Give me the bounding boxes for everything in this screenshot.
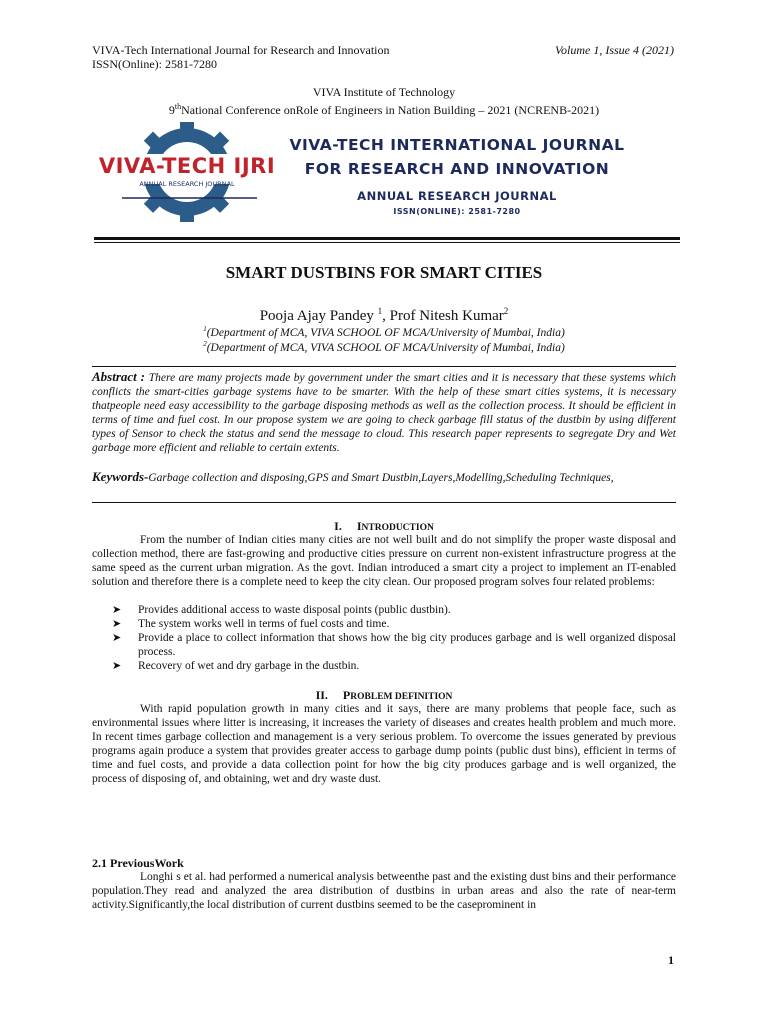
institute-name: VIVA Institute of Technology (312, 85, 456, 99)
list-item: ➤ Provide a place to collect information that shows how the big city produces garbage and is well organized disposal process. (112, 632, 676, 658)
arrow-bullet-icon: ➤ (112, 632, 122, 644)
keywords (92, 470, 676, 485)
affiliation-2: $^2$(Department of MCA, VIVA SCHOOL OF MCA/University of Mumbai, India) (203, 340, 565, 354)
list-item: ➤ Provides additional access to waste disposal points (public dustbin). (112, 604, 451, 616)
abstract (92, 370, 676, 455)
intro-bullet-list (92, 603, 676, 673)
keywords-text: Garbage collection and disposing,GPS and Smart Dustbin,Layers,Modelling,Scheduling Techniques, (148, 472, 614, 484)
paper-title: SMART DUSTBINS FOR SMART CITIES (225, 263, 543, 282)
journal-subtitle: ANNUAL RESEARCH JOURNAL (357, 189, 557, 203)
abstract-bottom-rule (92, 502, 676, 503)
page-number: 1 (668, 953, 674, 967)
arrow-bullet-icon: ➤ (112, 618, 122, 630)
abstract-text: There are many projects made by government under the smart cities and it is necessary that these systems which conflicts the smart-cities garbage systems have to be smarter. With the help of these smart cities systems, it is necessary thatpeople need easy accessibility to the garbage disposing methods as well as the collection process. It should be efficient in terms of time and fuel cost. In our propose system we are going to check garbage fill status of the dustbin by using different types of Sensor to check the status and send the message to cloud. This research paper represents to segregate Dry and Wet garbage more efficient and reliable to certain extents. (92, 372, 676, 454)
logo-subtext: ANNUAL RESEARCH JOURNAL (139, 180, 235, 188)
authors: Pooja Ajay Pandey $^1$, Prof Nitesh Kumar$^2$ (259, 306, 509, 324)
intro-paragraph: From the number of Indian cities many cities are not well built and do not simplify the proper waste disposal and collection method, there are fast-growing and productive cities pressure on current non-existent infrastructure progress at the same speed as the current urban migration. As the govt. Indian introduced a smart city a project to implement an IT-enabled solution and therefore there is a complete need to keep the city clean. Our proposed program solves four related problems: (92, 534, 676, 588)
volume-info: Volume 1, Issue 4 (2021) (555, 43, 674, 57)
previous-work-paragraph: Longhi s et al. had performed a numerical analysis betweenthe past and the existing dust bins and their performance population.They read and analyzed the area distribution of dustbins in urban areas and also the rate of near-term activity.Significantly,the local distribution of current dustbins seemed to be the caseprominent in (92, 871, 676, 911)
header-divider (94, 237, 680, 240)
previous-work-heading: 2.1 PreviousWork (92, 856, 184, 870)
affiliation-1: $^1$(Department of MCA, VIVA SCHOOL OF MCA/University of Mumbai, India) (203, 325, 565, 339)
journal-issn: ISSN(ONLINE): 2581-7280 (393, 207, 521, 216)
list-item: ➤ Recovery of wet and dry garbage in the dustbin. (112, 660, 360, 672)
list-item: ➤ The system works well in terms of fuel costs and time. (112, 618, 390, 630)
journal-header: VIVA-Tech International Journal for Research and Innovation (92, 43, 390, 57)
header-divider-thin (94, 242, 680, 243)
journal-logo (92, 120, 282, 225)
logo-text: VIVA-TECH IJRI (98, 154, 276, 178)
problem-paragraph: With rapid population growth in many cities and it says, there are many problems that people face, such as environmental issues where litter is increasing, it increases the variety of diseases and creates health problem and much more. In recent times garbage collection and management is a very serious problem. To overcome the issues generated by previous programs again produce a system that provides greater access to garbage dump points (public dust bins), efficient in terms of time and fuel costs, and provide a data collection point for how the big city produces garbage and is well organized, the process of disposing of, and obtaining, wet and dry waste dust. (92, 703, 676, 785)
section-intro-heading: I. INTRODUCTION (334, 519, 434, 533)
conference-line: 9thNational Conference onRole of Engineers in Nation Building – 2021 (NCRENB-2021) (168, 102, 600, 117)
keywords-label: Keywords- (92, 469, 149, 484)
abstract-rule (92, 366, 676, 367)
arrow-bullet-icon: ➤ (112, 604, 122, 616)
section-problem-heading: II. PROBLEM DEFINITION (315, 688, 453, 702)
arrow-bullet-icon: ➤ (112, 660, 122, 672)
journal-title-line2: FOR RESEARCH AND INNOVATION (304, 160, 610, 178)
abstract-label: Abstract : (92, 369, 149, 384)
journal-title-line1: VIVA-TECH INTERNATIONAL JOURNAL (289, 136, 625, 154)
issn-header: ISSN(Online): 2581-7280 (92, 57, 217, 71)
